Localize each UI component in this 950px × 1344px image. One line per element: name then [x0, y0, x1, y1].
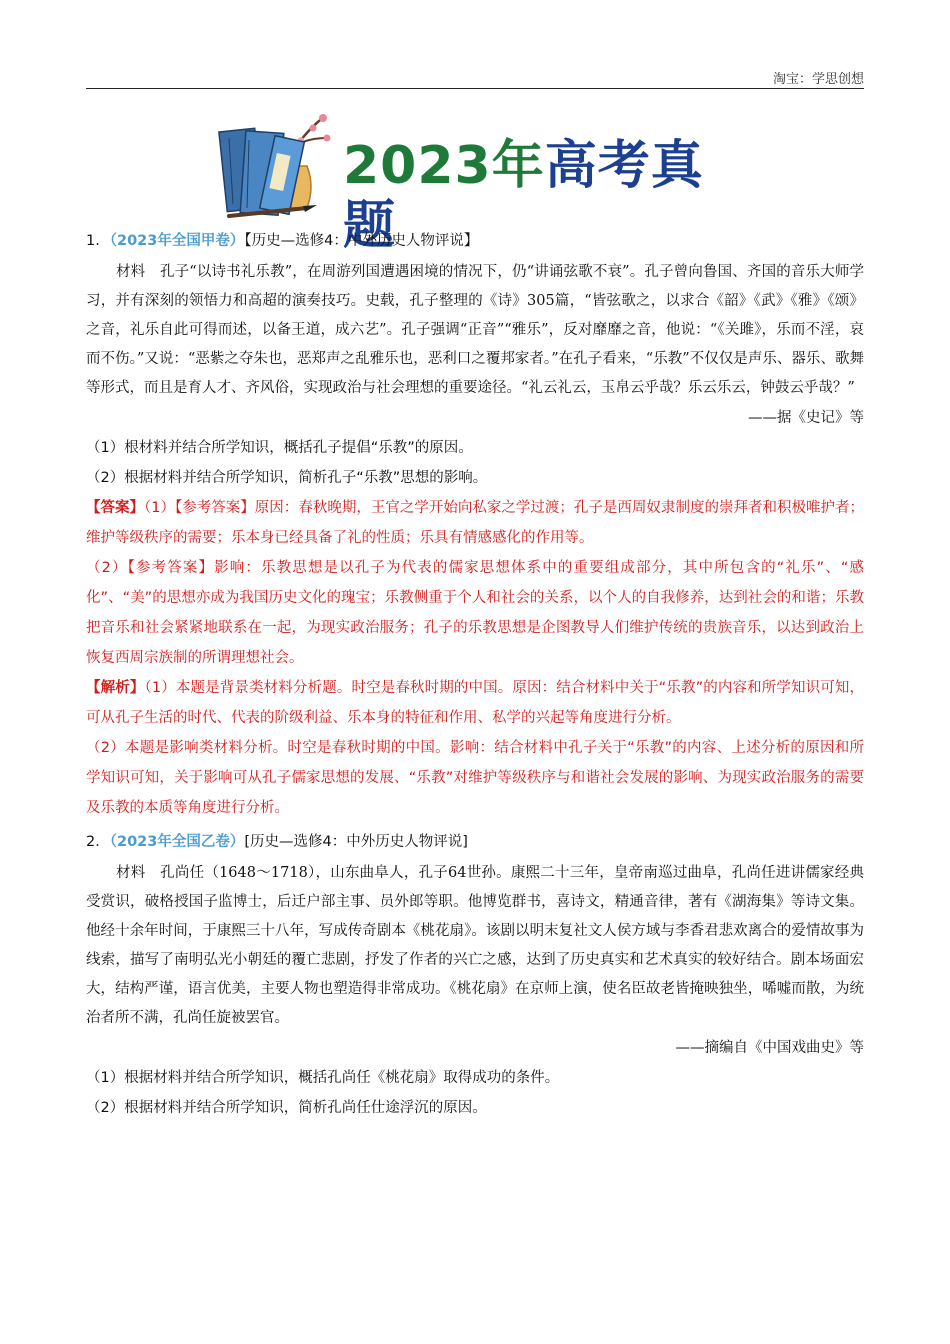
analysis-1-text: （1）本题是背景类材料分析题。时空是春秋时期的中国。原因：结合材料中关于“乐教”的内容和所学知识可知，可从孔子生活的时代、代表的阶级利益、乐本身的特征和作用、私学的兴起等角度进行分析。 [86, 680, 865, 726]
question-1-analysis-2: （2）本题是影响类材料分析。时空是春秋时期的中国。影响：结合材料中孔子关于“乐教”的内容、上述分析的原因和所学知识可知，关于影响可从孔子儒家思想的发展、“乐教”对维护等级秩序与和谐社会发展的影响、为现实政治服务的需要及乐教的本质等角度进行分析。 [86, 740, 864, 816]
question-1-citation: ——据《史记》等 [748, 410, 864, 426]
question-2-header [86, 827, 864, 857]
question-1-answer-2: （2）【参考答案】影响：乐教思想是以孔子为代表的儒家思想体系中的重要组成部分，其中所包含的“礼乐”、“感化”、“美”的思想亦成为我国历史文化的瑰宝；乐教侧重于个人和社会的关系，以个人的自我修养，达到社会的和谐；乐教把音乐和社会紧紧地联系在一起，为现实政治服务；孔子的乐教思想是企图教导人们维护传统的贵族音乐，以达到政治上恢复西周宗族制的所谓理想社会。 [86, 560, 864, 666]
question-1-analysis-1 [86, 673, 864, 733]
question-1-source: （2023年全国甲卷） [109, 233, 245, 249]
analysis-tag: 【解析】 [86, 680, 145, 696]
page-header [86, 66, 864, 89]
question-2-number: 2． [86, 834, 110, 850]
question-2-material: 材料 孔尚任（1648～1718），山东曲阜人，孔子64世孙。康熙二十三年，皇帝南巡过曲阜，孔尚任进讲儒家经典受赏识，破格授国子监博士，后迁户部主事、员外郎等职。他博览群书，喜诗文，精通音律，著有《湖海集》等诗文集。他经十余年时间，于康熙三十八年，写成传奇剧本《桃花扇》。该剧以明末复社文人侯方域与李香君悲欢离合的爱情故事为线索，描写了南明弘光小朝廷的覆亡悲剧，抒发了作者的兴亡之感，达到了历史真实和艺术真实的较好结合。剧本场面宏大，结构严谨，语言优美，主要人物也塑造得非常成功。《桃花扇》在京师上演，使名臣故老皆掩映独坐，唏嘘而散，为统治者所不满，孔尚任旋被罢官。 [86, 865, 864, 1026]
question-1-sub-2: （2）根据材料并结合所学知识，简析孔子“乐教”思想的影响。 [86, 470, 488, 486]
question-2-citation: ——摘编自《中国戏曲史》等 [675, 1040, 864, 1056]
question-content [86, 222, 864, 1123]
header-text: 淘宝：学思创想 [772, 72, 864, 87]
question-1-number: 1． [86, 233, 110, 249]
answer-1-text: （1）【参考答案】原因：春秋晚期，王官之学开始向私家之学过渡；孔子是西周奴隶制度的崇拜者和积极唯护者；维护等级秩序的需要；乐本身已经具备了礼的性质；乐具有情感感化的作用等。 [86, 500, 864, 546]
question-2-topic: [历史—选修4：中外历史人物评说] [244, 834, 468, 850]
question-2-source: （2023年全国乙卷） [109, 834, 245, 850]
question-1-topic: 【历史—选修4：中外历史人物评说】 [244, 233, 479, 249]
question-1-header [86, 226, 864, 256]
question-1-material: 材料 孔子“以诗书礼乐教”，在周游列国遭遇困境的情况下，仍“讲诵弦歌不衰”。孔子曾向鲁国、齐国的音乐大师学习，并有深刻的领悟力和高超的演奏技巧。史载，孔子整理的《诗》305篇，“皆弦歌之，以求合《韶》《武》《雅》《颂》之音，礼乐自此可得而述，以备王道，成六艺”。孔子强调“正音”“雅乐”，反对靡靡之音，他说：“《关雎》，乐而不淫，哀而不伤。”又说：“恶紫之夺朱也，恶郑声之乱雅乐也，恶利口之覆邦家者。”在孔子看来，“乐教”不仅仅是声乐、器乐、歌舞等形式，而且是育人才、齐风俗，实现政治与社会理想的重要途径。“礼云礼云，玉帛云乎哉？乐云乐云，钟鼓云乎哉？” [86, 264, 864, 396]
question-1-answer-1 [86, 493, 864, 553]
answer-tag: 【答案】 [86, 500, 145, 516]
question-1-sub-1: （1）根材料并结合所学知识，概括孔子提倡“乐教”的原因。 [86, 440, 473, 456]
book-stack-icon [215, 108, 345, 226]
question-2-sub-2: （2）根据材料并结合所学知识，简析孔尚任仕途浮沉的原因。 [86, 1100, 487, 1116]
banner-title-rest: 高考真题 [343, 136, 704, 256]
banner-title-year: 2023年 [343, 136, 545, 196]
question-2-sub-1: （1）根据材料并结合所学知识，概括孔尚任《桃花扇》取得成功的条件。 [86, 1070, 560, 1086]
